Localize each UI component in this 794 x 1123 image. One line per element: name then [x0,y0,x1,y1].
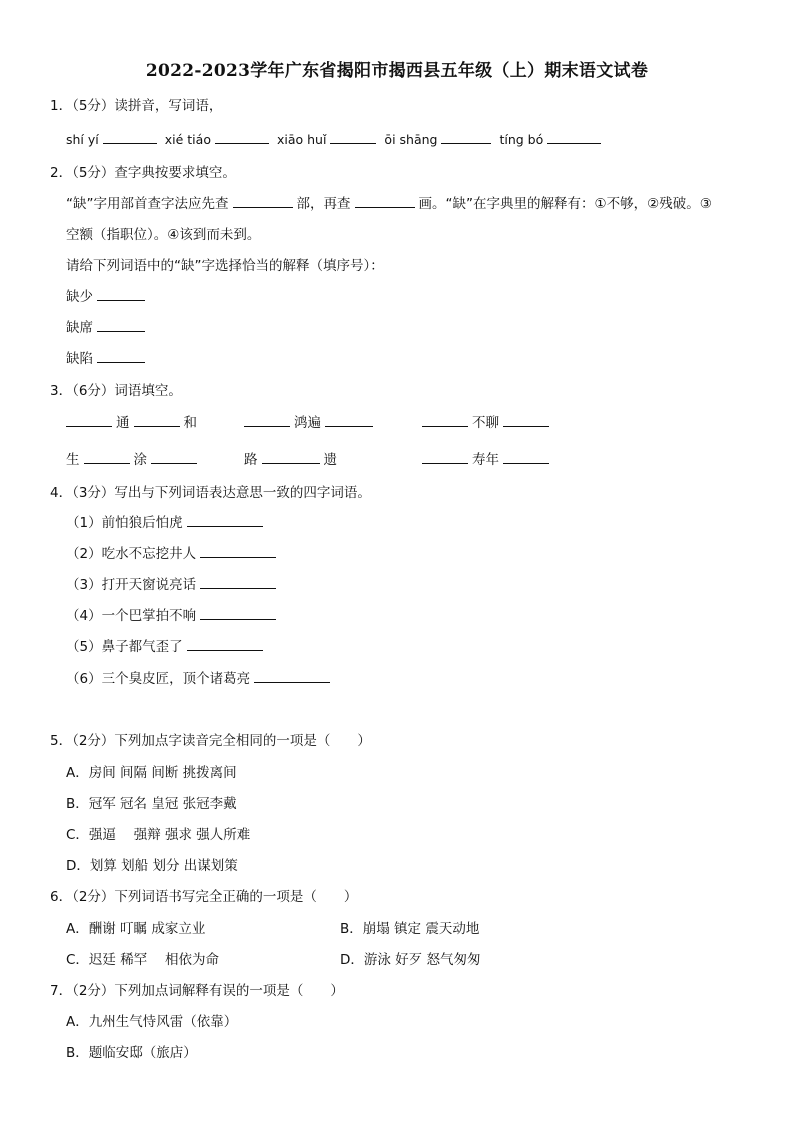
q4-item-3: （3）打开天窗说亮话 [66,575,280,595]
q6-option-b[interactable]: B．崩塌 镇定 震天动地 [340,921,480,937]
q3-stem: 3．（6分）词语填空。 [50,383,182,399]
pinyin-1: shí yí [66,132,99,147]
answer-blank[interactable] [254,669,330,683]
q5-option-c[interactable]: C．强逼 强辩 强求 强人所难 [66,827,251,843]
answer-blank[interactable] [233,194,293,208]
answer-blank[interactable] [355,194,415,208]
q2-line2: 空额（指职位）。④该到而未到。 [66,227,261,243]
q5-stem: 5．（2分）下列加点字读音完全相同的一项是（ ） [50,733,371,749]
q3-item: 生 涂 [66,450,201,470]
q2-text-c: 画。“缺”在字典里的解释有：①不够，②残破。③ [418,196,712,212]
answer-blank[interactable] [262,450,320,464]
answer-blank[interactable] [134,413,180,427]
answer-blank[interactable] [187,513,263,527]
q3-item: 鸿遍 [244,413,377,433]
q2-line1 [66,194,712,214]
answer-blank[interactable] [547,130,601,144]
q3-item: 路 遗 [244,452,337,468]
q2-word-1: 缺少 [66,287,149,307]
q4-item-6: （6）三个臭皮匠，顶个诸葛亮 [66,669,334,689]
pinyin-3: xiāo huǐ [276,132,327,147]
q2-text-a: “缺”字用部首查字法应先查 [66,196,229,212]
q4-item-4: （4）一个巴掌拍不响 [66,606,280,626]
answer-blank[interactable] [200,606,276,620]
q3-item: 不聊 [422,413,553,433]
answer-blank[interactable] [151,450,197,464]
q1-pinyin-row [66,130,605,150]
pinyin-5: tíng bó [499,132,544,147]
answer-blank[interactable] [244,413,290,427]
q4-item-2: （2）吃水不忘挖井人 [66,544,280,564]
pinyin-2: xié tiáo [164,132,211,147]
answer-blank[interactable] [103,130,157,144]
q5-option-d[interactable]: D．划算 划船 划分 出谋划策 [66,858,238,874]
answer-blank[interactable] [66,413,112,427]
q7-option-b[interactable]: B．题临安邸（旅店） [66,1045,197,1061]
q5-option-a[interactable]: A．房间 间隔 间断 挑拨离间 [66,765,237,781]
q7-stem: 7．（2分）下列加点词解释有误的一项是（ ） [50,983,344,999]
q7-option-a[interactable]: A．九州生气恃风雷（依靠） [66,1014,238,1030]
answer-blank[interactable] [325,413,373,427]
answer-blank[interactable] [200,575,276,589]
answer-blank[interactable] [200,544,276,558]
answer-blank[interactable] [187,637,263,651]
q6-option-d[interactable]: D．游泳 好歹 怒气匆匆 [340,952,481,968]
q6-stem: 6．（2分）下列词语书写完全正确的一项是（ ） [50,889,358,905]
q5-option-b[interactable]: B．冠军 冠名 皇冠 张冠李戴 [66,796,237,812]
q4-item-5: （5）鼻子都气歪了 [66,637,267,657]
q4-item-1: （1）前怕狼后怕虎 [66,513,267,533]
exam-title: 2022-2023学年广东省揭阳市揭西县五年级（上）期末语文试卷 [145,61,649,81]
q1-stem: 1．（5分）读拼音，写词语， [50,98,223,114]
answer-blank[interactable] [422,413,468,427]
q2-stem: 2．（5分）查字典按要求填空。 [50,165,236,181]
q6-option-c[interactable]: C．迟廷 稀罕 相依为命 [66,952,220,968]
answer-blank[interactable] [441,130,491,144]
q2-text-b: 部，再查 [296,196,351,212]
answer-blank[interactable] [84,450,130,464]
answer-blank[interactable] [215,130,269,144]
answer-blank[interactable] [97,287,145,301]
q3-item: 寿年 [422,450,553,470]
q2-word-3: 缺陷 [66,349,149,369]
q4-stem: 4．（3分）写出与下列词语表达意思一致的四字词语。 [50,485,371,501]
q3-item: 通 和 [66,413,197,433]
answer-blank[interactable] [422,450,468,464]
answer-blank[interactable] [503,450,549,464]
answer-blank[interactable] [97,349,145,363]
answer-blank[interactable] [97,318,145,332]
q6-option-a[interactable]: A．酬谢 叮瞩 成家立业 [66,921,206,937]
pinyin-4: ōi shāng [384,132,438,147]
answer-blank[interactable] [330,130,376,144]
q2-word-2: 缺席 [66,318,149,338]
q2-line3: 请给下列词语中的“缺”字选择恰当的解释（填序号）： [66,258,384,274]
answer-blank[interactable] [503,413,549,427]
